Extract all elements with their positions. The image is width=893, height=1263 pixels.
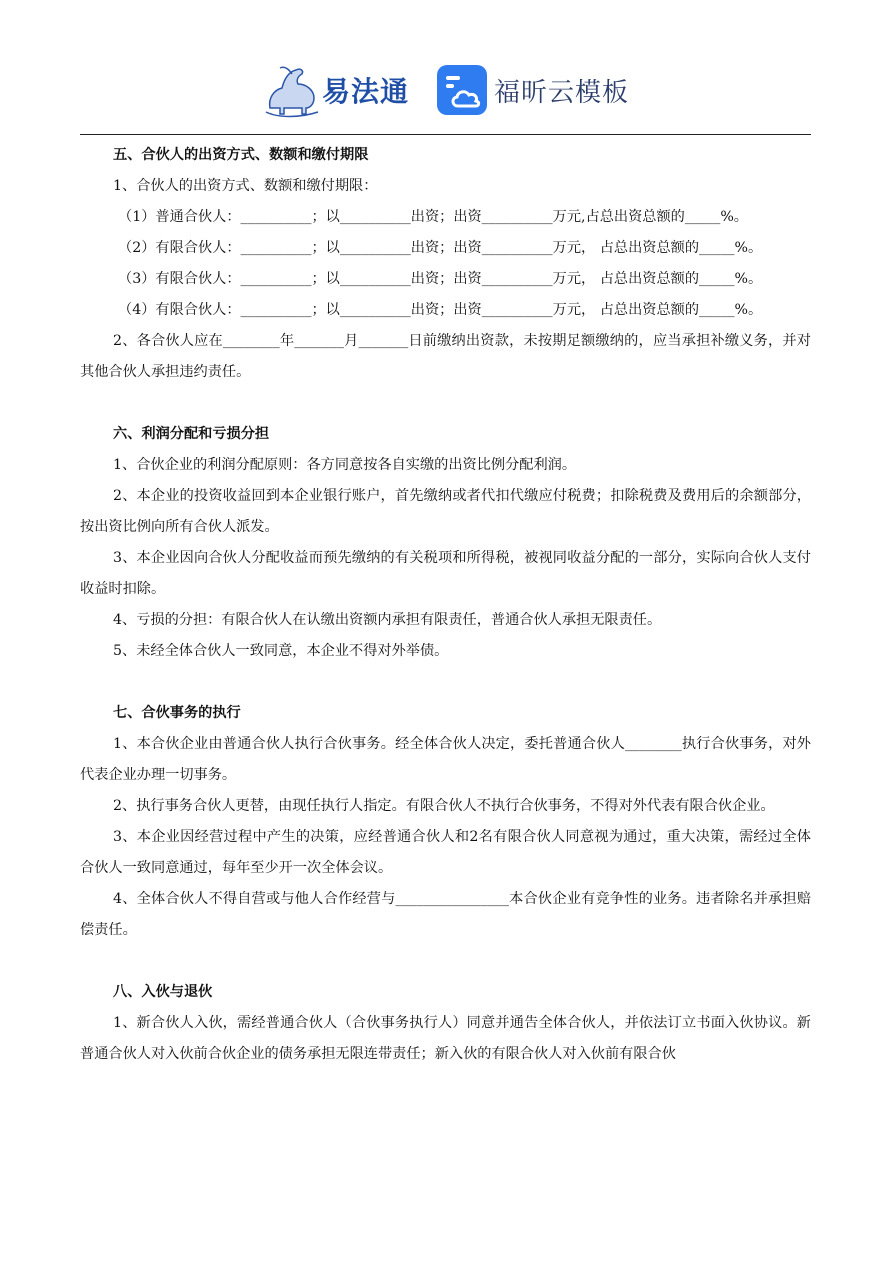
paragraph: 1、新合伙人入伙，需经普通合伙人（合伙事务执行人）同意并通告全体合伙人，并依法订立书面入伙协议。新普通合伙人对入伙前合伙企业的债务承担无限连带责任；新入伙的有限合伙人对入伙前有限合伙 bbox=[80, 1015, 811, 1062]
section-5-heading: 五、合伙人的出资方式、数额和缴付期限 bbox=[113, 147, 369, 163]
paragraph: 4、全体合伙人不得自营或与他人合作经营与________________本合伙企业有竞争性的业务。违者除名并承担赔偿责任。 bbox=[80, 891, 811, 938]
paragraph: 1、本合伙企业由普通合伙人执行合伙事务。经全体合伙人决定，委托普通合伙人________执行合伙事务，对外代表企业办理一切事务。 bbox=[80, 736, 811, 783]
paragraph: 1、合伙企业的利润分配原则：各方同意按各自实缴的出资比例分配利润。 bbox=[113, 457, 577, 473]
paragraph: 4、亏损的分担：有限合伙人在认缴出资额内承担有限责任，普通合伙人承担无限责任。 bbox=[113, 612, 662, 628]
section-8-heading: 八、入伙与退伙 bbox=[113, 984, 213, 1000]
document-body bbox=[80, 140, 811, 1070]
foxit-template-logo bbox=[436, 64, 636, 118]
foxit-template-logo-text: 福昕云模板 bbox=[494, 78, 630, 108]
paragraph: 3、本企业因向合伙人分配收益而预先缴纳的有关税项和所得税，被视同收益分配的一部分，实际向合伙人支付收益时扣除。 bbox=[80, 550, 811, 597]
cloud-document-icon bbox=[436, 64, 488, 116]
page-header bbox=[0, 0, 893, 136]
paragraph: 2、本企业的投资收益回到本企业银行账户，首先缴纳或者代扣代缴应付税费；扣除税费及费用后的余额部分，按出资比例向所有合伙人派发。 bbox=[80, 488, 811, 535]
paragraph: 3、本企业因经营过程中产生的决策，应经普通合伙人和2名有限合伙人同意视为通过，重大决策，需经过全体合伙人一致同意通过，每年至少开一次全体会议。 bbox=[80, 829, 811, 876]
paragraph: 2、执行事务合伙人更替，由现任执行人指定。有限合伙人不执行合伙事务，不得对外代表有限合伙企业。 bbox=[113, 798, 775, 814]
contribution-row-3: （3）有限合伙人：__________；以__________出资；出资__________万元， 占总出资总额的_____%。 bbox=[118, 271, 763, 287]
horse-emblem-icon bbox=[262, 62, 322, 120]
section-6-heading: 六、利润分配和亏损分担 bbox=[113, 426, 270, 442]
contribution-row-2: （2）有限合伙人：__________；以__________出资；出资__________万元， 占总出资总额的_____%。 bbox=[118, 240, 763, 256]
paragraph: 1、合伙人的出资方式、数额和缴付期限： bbox=[113, 178, 378, 194]
contribution-row-4: （4）有限合伙人：__________；以__________出资；出资__________万元， 占总出资总额的_____%。 bbox=[118, 302, 763, 318]
paragraph: 5、未经全体合伙人一致同意，本企业不得对外举债。 bbox=[113, 643, 449, 659]
contribution-row-1: （1）普通合伙人：__________；以__________出资；出资__________万元,占总出资总额的_____%。 bbox=[118, 209, 748, 225]
header-divider bbox=[80, 134, 811, 135]
paragraph: 2、各合伙人应在________年_______月_______日前缴纳出资款，未按期足额缴纳的，应当承担补缴义务，并对其他合伙人承担违约责任。 bbox=[80, 333, 811, 380]
section-7-heading: 七、合伙事务的执行 bbox=[113, 705, 241, 721]
yifatong-logo-text: 易法通 bbox=[322, 75, 410, 108]
yifatong-logo bbox=[262, 62, 412, 120]
